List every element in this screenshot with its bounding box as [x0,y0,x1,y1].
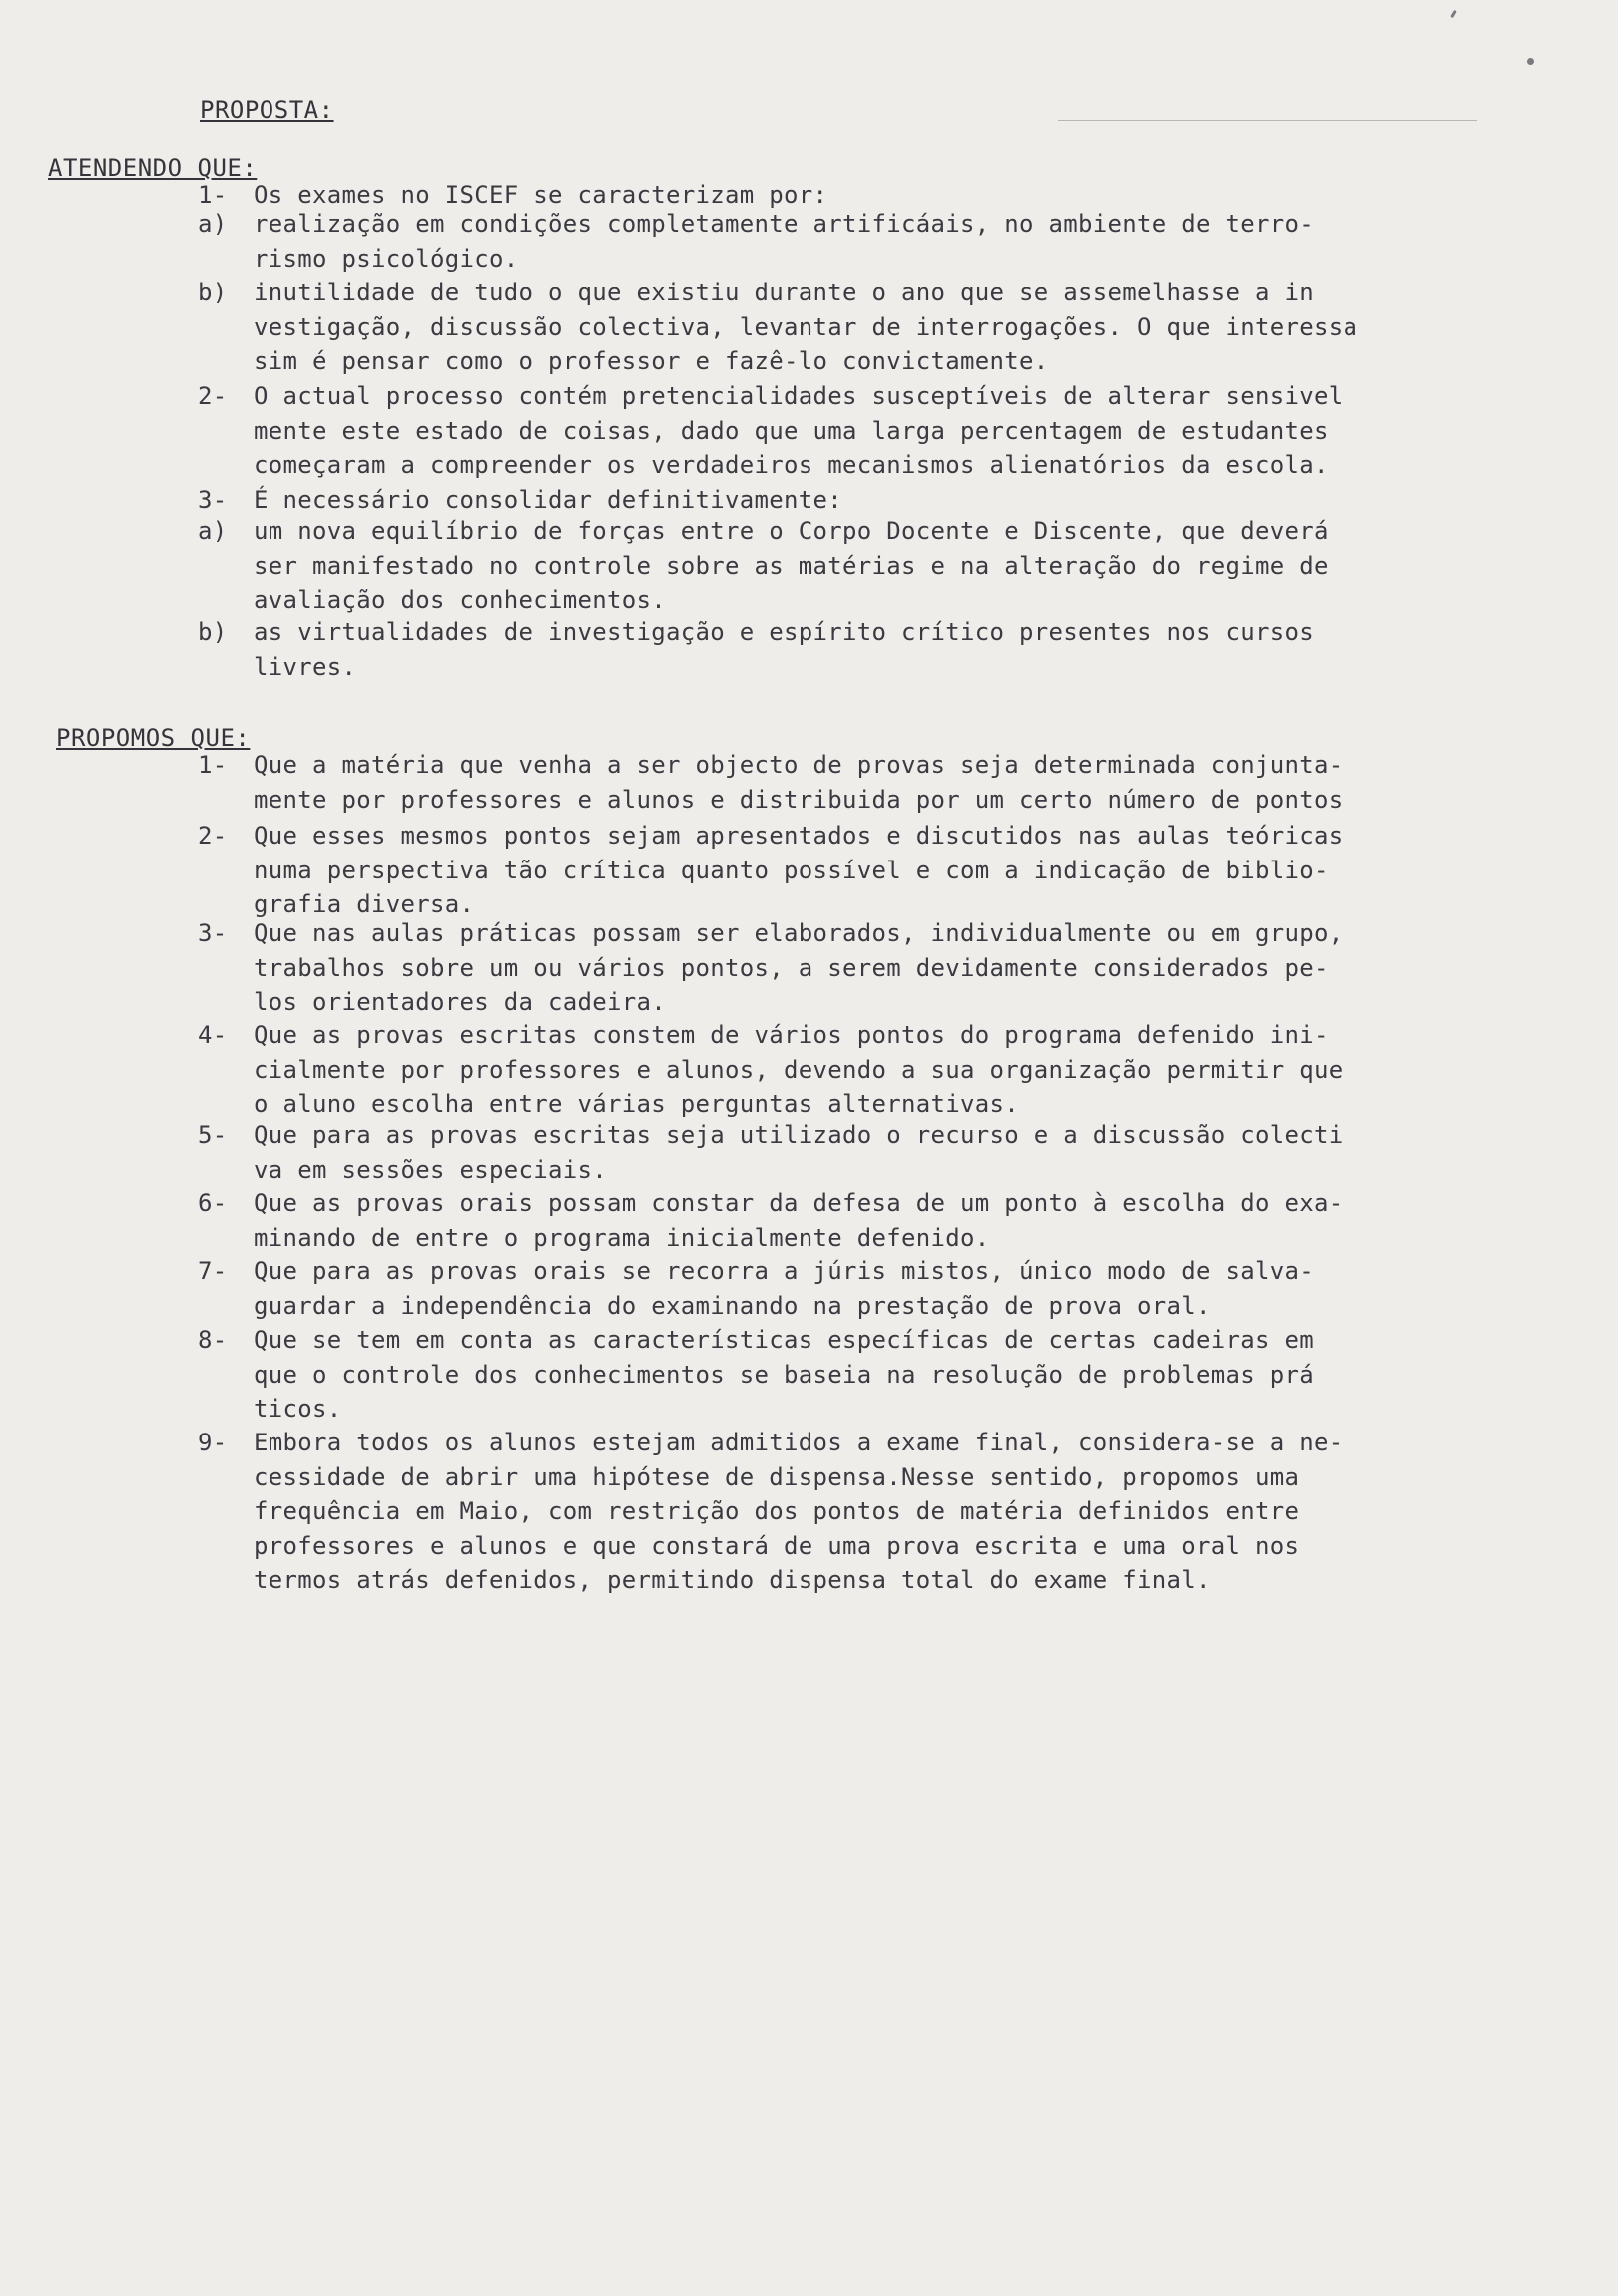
list-item [198,1186,1495,1255]
item-number: 2- [198,382,228,410]
list-item [198,748,1495,817]
item-number: a) [198,517,228,545]
text-line: rismo psicológico. [254,244,519,273]
item-text [254,1323,1481,1427]
text-line: professores e alunos e que constará de uma prova escrita e uma oral nos [254,1531,1300,1560]
item-number: 5- [198,1121,228,1149]
text-line: sim é pensar como o professor e fazê-lo convictamente. [254,347,1049,375]
text-line: mente por professores e alunos e distribuida por um certo número de pontos [254,785,1344,814]
text-line: mente este estado de coisas, dado que uma larga percentagem de estudantes [254,416,1329,445]
item-text [254,819,1481,922]
item-number: b) [198,618,228,646]
item-text [254,1254,1481,1323]
text-line: minando de entre o programa inicialmente defenido. [254,1223,990,1252]
item-text [254,379,1481,483]
text-line: ser manifestado no controle sobre as matérias e na alteração do regime de [254,551,1329,580]
document-title: PROPOSTA: [200,96,334,124]
item-text [254,748,1481,817]
text-line: Que as provas escritas constem de vários pontos do programa defenido ini- [254,1021,1329,1049]
text-line: frequência em Maio, com restrição dos pontos de matéria definidos entre [254,1497,1300,1525]
item-number: b) [198,279,228,306]
item-number: 3- [198,919,228,947]
text-line: que o controle dos conhecimentos se baseia na resolução de problemas prá [254,1360,1314,1389]
text-line: cessidade de abrir uma hipótese de dispensa.Nesse sentido, propomos uma [254,1462,1300,1491]
list-item [198,1426,1495,1598]
list-item [198,207,1495,276]
text-line: Embora todos os alunos estejam admitidos a exame final, considera-se a ne- [254,1429,1344,1456]
item-number: 9- [198,1429,228,1456]
list-item [198,276,1495,379]
item-number: 8- [198,1326,228,1354]
ink-speck [1527,58,1534,65]
text-line: o aluno escolha entre várias perguntas alternativas. [254,1090,1019,1118]
list-item [198,615,1495,684]
text-line: É necessário consolidar definitivamente: [254,486,842,514]
text-line: termos atrás defenidos, permitindo dispensa total do exame final. [254,1566,1211,1594]
text-line: Que nas aulas práticas possam ser elaborados, individualmente ou em grupo, [254,919,1344,947]
ink-speck [1450,10,1457,18]
text-line: Que para as provas escritas seja utilizado o recurso e a discussão colecti [254,1121,1344,1149]
item-number: 1- [198,751,228,779]
list-item [198,916,1495,1020]
section-heading-propomos: PROPOMOS QUE: [56,724,251,752]
text-line: um nova equilíbrio de forças entre o Corpo Docente e Discente, que deverá [254,517,1329,545]
text-line: começaram a compreender os verdadeiros mecanismos alienatórios da escola. [254,451,1329,479]
text-line: ticos. [254,1395,342,1423]
text-line: O actual processo contém pretencialidades susceptíveis de alterar sensivel [254,382,1344,410]
item-text [254,615,1481,684]
item-number: 3- [198,486,228,514]
text-line: Que esses mesmos pontos sejam apresentados e discutidos nas aulas teóricas [254,822,1344,850]
text-line: cialmente por professores e alunos, devendo a sua organização permitir que [254,1055,1344,1084]
list-item [198,1118,1495,1187]
list-item [198,514,1495,618]
text-line: Que a matéria que venha a ser objecto de provas seja determinada conjunta- [254,751,1344,779]
text-line: grafia diversa. [254,890,475,918]
item-text [254,1118,1481,1187]
item-text [254,207,1481,276]
list-item [198,819,1495,922]
text-line: inutilidade de tudo o que existiu durante o ano que se assemelhasse a in [254,279,1314,306]
list-item [198,1323,1495,1427]
text-line: Que para as provas orais se recorra a júris mistos, único modo de salva- [254,1257,1314,1285]
item-text [254,1186,1481,1255]
item-text [254,483,1481,518]
text-line: numa perspectiva tão crítica quanto possível e com a indicação de biblio- [254,856,1329,884]
item-number: 6- [198,1189,228,1217]
text-line: guardar a independência do examinando na prestação de prova oral. [254,1291,1211,1320]
text-line: Que se tem em conta as características específicas de certas cadeiras em [254,1326,1314,1354]
text-line: va em sessões especiais. [254,1155,607,1184]
item-number: 2- [198,822,228,850]
list-item [198,483,1495,518]
text-line: realização em condições completamente artificáais, no ambiente de terro- [254,210,1314,238]
text-line: vestigação, discussão colectiva, levantar de interrogações. O que interessa [254,312,1358,341]
faint-mark [1058,120,1477,121]
item-number: 1- [198,181,228,209]
text-line: avaliação dos conhecimentos. [254,586,666,614]
text-line: trabalhos sobre um ou vários pontos, a serem devidamente considerados pe- [254,953,1329,982]
item-text [254,276,1481,379]
text-line: as virtualidades de investigação e espírito crítico presentes nos cursos [254,618,1314,646]
list-item [198,1018,1495,1122]
list-item [198,379,1495,483]
item-number: 4- [198,1021,228,1049]
section-heading-atendendo: ATENDENDO QUE: [48,154,258,182]
item-text [254,916,1481,1020]
item-text [254,514,1481,618]
text-line: livres. [254,652,357,681]
text-line: Que as provas orais possam constar da defesa de um ponto à escolha do exa- [254,1189,1344,1217]
item-text [254,1426,1481,1598]
text-line: los orientadores da cadeira. [254,988,666,1016]
item-number: a) [198,210,228,238]
item-text [254,1018,1481,1122]
text-line: Os exames no ISCEF se caracterizam por: [254,181,828,209]
list-item [198,1254,1495,1323]
item-number: 7- [198,1257,228,1285]
